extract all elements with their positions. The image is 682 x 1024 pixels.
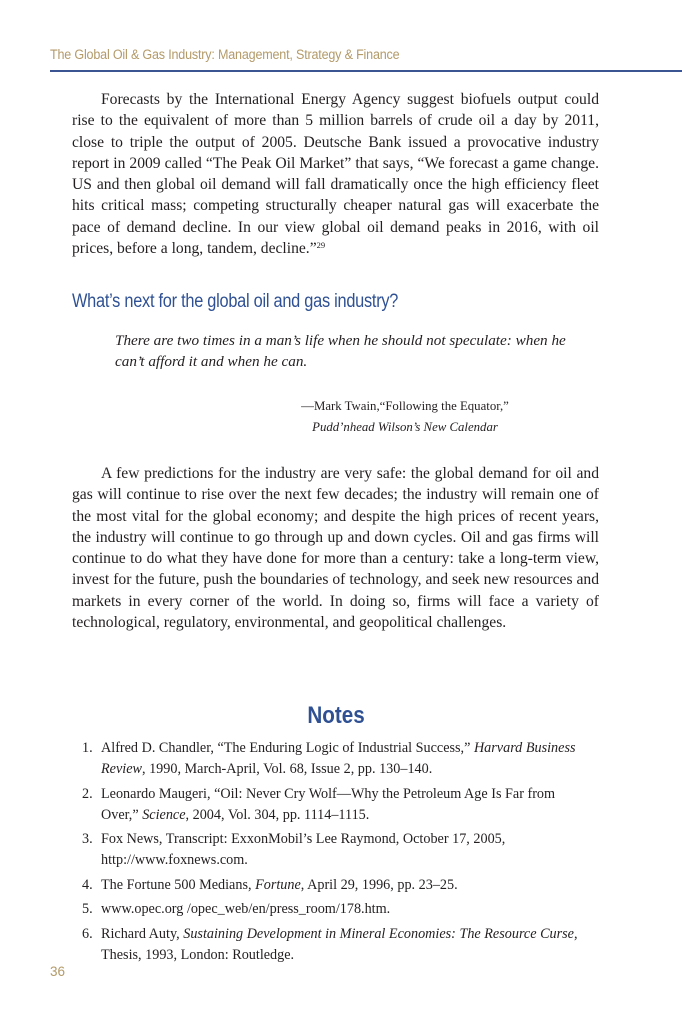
note-text-tail: , 1990, March-April, Vol. 68, Issue 2, pp. 130–140. [141, 761, 433, 777]
note-number: 3. [82, 831, 93, 847]
note-text: Leonardo Maugeri, “Oil: Never Cry Wolf—Why the Petroleum Age Is Far from Over,” [101, 785, 556, 823]
note-text-tail: , April 29, 1996, pp. 23–25. [300, 876, 458, 893]
notes-list [82, 738, 592, 969]
header-rule [50, 70, 682, 72]
note-item [82, 784, 592, 826]
running-header: The Global Oil & Gas Industry: Management, Strategy & Finance [50, 47, 400, 62]
note-number: 1. [82, 740, 93, 756]
note-publication: Harvard Business Review [101, 740, 576, 777]
note-item [82, 738, 592, 780]
note-text: www.opec.org /opec_web/en/press_room/178.htm. [101, 901, 391, 917]
attribution-author-line: —Mark Twain,“Following the Equator,” [301, 399, 509, 413]
note-publication: Sustaining Development in Mineral Economies: The Resource Curse [183, 925, 574, 942]
note-number: 2. [82, 785, 93, 802]
note-text: Alfred D. Chandler, “The Enduring Logic of Industrial Success,” [101, 740, 474, 756]
note-number: 6. [82, 925, 93, 942]
note-item [82, 924, 592, 966]
footnote-marker-29: 29 [316, 240, 326, 251]
notes-heading: Notes [307, 702, 365, 729]
paragraph-1-text: Forecasts by the International Energy Agency suggest biofuels output could rise to the equivalent of more than 5 million barrels of crude oil a day by 2011, close to triple the output of 2005. Deutsche Bank issued a provocative industry report in 2009 called “The Peak Oil Market” that says, “We forecast a game change. US and then global oil demand will fall dramatically once the high efficiency fleet hits critical mass; competing structurally cheaper natural gas will exacerbate the pace of demand decline. In our view global oil demand peaks in 2016, with oil prices, before a long, tandem, decline.” [72, 91, 599, 258]
page-number: 36 [50, 964, 66, 979]
epigraph-quote: There are two times in a man’s life when he should not speculate: when he can’t afford it and when he can. [115, 332, 566, 370]
section-heading: What’s next for the global oil and gas industry? [72, 291, 399, 312]
note-number: 5. [82, 901, 93, 917]
note-text: Fox News, Transcript: ExxonMobil’s Lee Raymond, October 17, 2005, http://www.foxnews.com. [101, 831, 506, 868]
note-item [82, 875, 592, 896]
note-text: The Fortune 500 Medians, [101, 876, 256, 893]
note-publication: Science [142, 806, 186, 823]
attribution-source-line: Pudd’nhead Wilson’s New Calendar [312, 420, 498, 434]
paragraph-biofuels-forecast [72, 89, 599, 259]
note-publication: Fortune [255, 876, 301, 893]
note-text-tail: , 2004, Vol. 304, pp. 1114–1115. [185, 806, 370, 823]
paragraph-industry-predictions: A few predictions for the industry are very safe: the global demand for oil and gas will continue to rise over the next few decades; the industry will remain one of the most vital for the global economy; and despite the high prices of recent years, the industry will continue to go through up and down cycles. Oil and gas firms will continue to do what they have done for more than a century: take a long-term view, invest for the future, push the boundaries of technology, and seek new resources and markets in every corner of the world. In doing so, firms will face a variety of technological, regulatory, environmental, and geopolitical challenges. [72, 465, 599, 632]
note-number: 4. [82, 876, 93, 893]
note-text: Richard Auty, [101, 925, 184, 942]
note-item [82, 829, 592, 871]
note-text-tail: , Thesis, 1993, London: Routledge. [101, 925, 578, 963]
epigraph-attribution [240, 396, 570, 438]
note-item [82, 899, 592, 920]
